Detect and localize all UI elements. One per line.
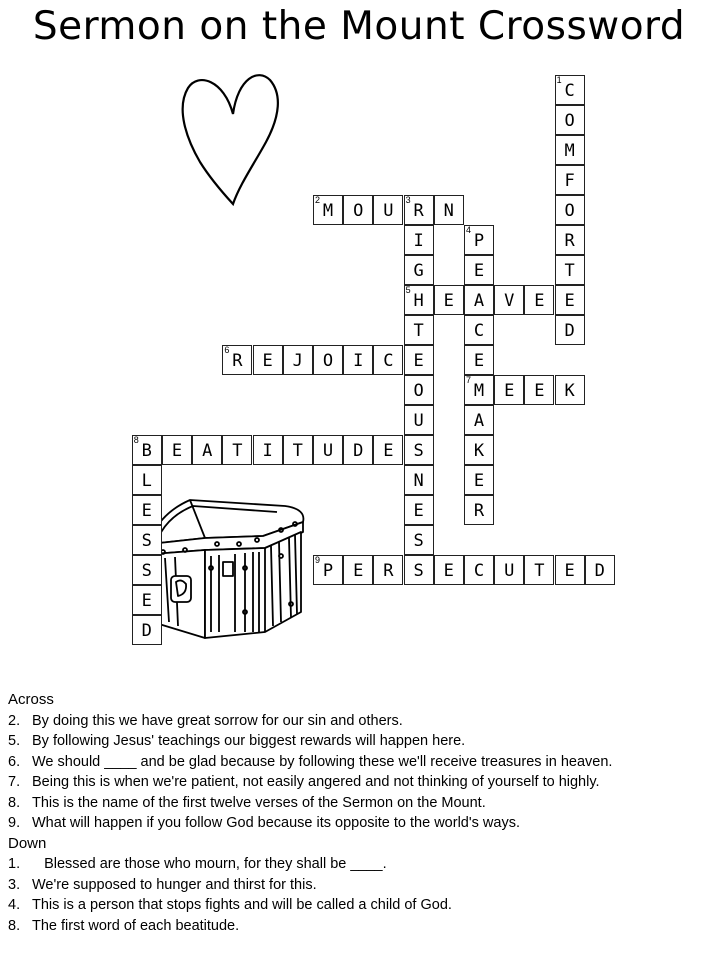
grid-cell[interactable] [434,195,464,225]
grid-cell[interactable] [555,315,585,345]
cell-letter: S [413,441,424,461]
cell-letter: E [353,561,364,581]
grid-cell[interactable] [404,435,434,465]
cell-letter: E [413,501,424,521]
cell-letter: C [473,561,485,581]
grid-cell[interactable] [585,555,615,585]
cell-letter: O [564,111,575,131]
down-clue: 4. This is a person that stops fights and will be called a child of God. [8,897,452,913]
grid-cell[interactable] [373,195,403,225]
grid-cell[interactable] [253,435,283,465]
grid-cell[interactable] [313,345,343,375]
cell-letter: E [262,351,273,371]
cell-letter: I [413,231,424,251]
cell-letter: E [564,561,575,581]
down-clue-list [8,854,612,936]
clue-number: 1 [556,75,562,85]
grid-cell[interactable] [464,495,494,525]
cell-letter: K [473,441,485,461]
grid-cell[interactable] [373,345,403,375]
cell-letter: T [292,441,303,461]
grid-cell[interactable] [404,315,434,345]
grid-cell[interactable] [464,255,494,285]
grid-cell[interactable] [555,255,585,285]
across-clue-list [8,711,612,834]
cell-letter: T [413,321,424,341]
grid-cell[interactable] [555,375,585,405]
grid-cell[interactable] [464,285,494,315]
across-clue: 5. By following Jesus' teachings our biggest rewards will happen here. [8,733,466,749]
grid-cell[interactable] [132,465,162,495]
grid-cell[interactable] [132,555,162,585]
grid-cell[interactable] [434,555,464,585]
cell-letter: E [413,351,424,371]
grid-cell[interactable] [464,405,494,435]
cell-letter: N [443,201,454,221]
clue-number: 6 [224,345,230,355]
grid-cell[interactable] [464,225,494,255]
cell-letter: L [141,471,152,491]
clue-number: 4 [466,225,472,235]
grid-cell[interactable] [555,105,585,135]
cell-letter: T [564,261,575,281]
across-clue: 8. This is the name of the first twelve verses of the Sermon on the Mount. [8,794,486,811]
cell-letter: O [322,351,334,371]
down-clue: 8. The first word of each beatitude. [8,917,240,934]
cell-letter: S [413,531,424,551]
cell-letter: E [473,351,485,371]
cell-letter: M [473,381,485,401]
cell-letter: S [141,561,152,581]
grid-cell[interactable] [373,555,403,585]
grid-cell[interactable] [524,555,554,585]
grid-cell[interactable] [555,165,585,195]
cell-letter: E [141,591,152,611]
cell-letter: R [564,231,575,251]
clue-number: 5 [405,285,411,295]
cell-letter: E [504,381,515,401]
down-clue: 1. Blessed are those who mourn, for they shall be ____. [8,856,387,872]
grid-cell[interactable] [132,615,162,645]
cell-letter: P [473,231,485,251]
cell-letter: D [141,621,152,641]
clue-number: 8 [133,435,139,445]
grid-cell[interactable] [555,195,585,225]
cell-letter: N [413,471,424,491]
grid-cell[interactable] [343,345,373,375]
grid-cell[interactable] [555,75,585,105]
grid-cell[interactable] [404,555,434,585]
cell-letter: P [322,561,334,581]
cell-letter: R [383,561,394,581]
grid-cell[interactable] [464,345,494,375]
across-clue: 9. What will happen if you follow God because its opposite to the world's ways. [8,815,520,831]
clue-number: 7 [466,375,472,385]
grid-cell[interactable] [524,375,554,405]
cell-letter: C [564,81,575,101]
grid-cell[interactable] [404,495,434,525]
grid-cell[interactable] [464,435,494,465]
cell-letter: J [292,351,303,371]
grid-cell[interactable] [373,435,403,465]
cell-letter: R [232,351,243,371]
cell-letter: S [141,531,152,551]
grid-cell[interactable] [132,495,162,525]
cell-letter: V [504,291,515,311]
cell-letter: I [262,441,273,461]
grid-cell[interactable] [343,195,373,225]
grid-cell[interactable] [555,285,585,315]
cell-letter: E [141,501,152,521]
cell-letter: A [473,411,485,431]
grid-cell[interactable] [494,375,524,405]
cell-letter: D [594,561,605,581]
clue-number: 3 [405,195,411,205]
grid-cell[interactable] [404,375,434,405]
cell-letter: E [383,441,394,461]
cell-letter: U [383,201,394,221]
cell-letter: E [534,291,545,311]
cell-letter: E [534,381,545,401]
grid-cell[interactable] [464,555,494,585]
grid-cell[interactable] [313,435,343,465]
grid-cell[interactable] [494,555,524,585]
grid-cell[interactable] [132,525,162,555]
grid-cell[interactable] [222,435,252,465]
grid-cell[interactable] [404,195,434,225]
cell-letter: T [534,561,545,581]
cell-letter: O [564,201,575,221]
clues-section [8,690,612,936]
cell-letter: B [141,441,152,461]
cell-letter: M [564,141,575,161]
grid-cell[interactable] [283,345,313,375]
cell-letter: R [413,201,424,221]
cell-letter: E [443,291,454,311]
grid-cell[interactable] [222,345,252,375]
down-clue: 3. We're supposed to hunger and thirst for this. [8,876,317,893]
cell-letter: K [564,381,575,401]
cell-letter: C [383,351,394,371]
across-clue: 2. By doing this we have great sorrow for our sin and others. [8,712,403,729]
cell-letter: E [473,261,485,281]
cell-letter: H [413,291,424,311]
cell-letter: A [473,291,485,311]
cell-letter: G [413,261,424,281]
clue-number: 9 [315,555,321,565]
grid-cell[interactable] [464,315,494,345]
grid-cell[interactable] [404,285,434,315]
cell-letter: F [564,171,575,191]
cell-letter: E [564,291,575,311]
cell-letter: U [322,441,334,461]
across-clue: 7. Being this is when we're patient, not easily angered and not thinking of yourself to highly. [8,774,600,790]
cell-letter: U [504,561,515,581]
grid-cell[interactable] [404,225,434,255]
cell-letter: M [322,201,334,221]
grid-cell[interactable] [464,375,494,405]
cell-letter: A [202,441,213,461]
grid-cell[interactable] [404,465,434,495]
grid-cell[interactable] [404,345,434,375]
cell-letter: R [473,501,485,521]
cell-letter: E [443,561,454,581]
cell-letter: T [232,441,243,461]
cell-letter: D [564,321,575,341]
cell-letter: C [473,321,485,341]
cell-letter: I [353,351,364,371]
grid-cell[interactable] [343,555,373,585]
clue-number: 2 [315,195,321,205]
grid-cell[interactable] [343,435,373,465]
grid-cell[interactable] [464,465,494,495]
grid-cell[interactable] [192,435,222,465]
grid-cell[interactable] [132,585,162,615]
cell-letter: O [413,381,424,401]
grid-cell[interactable] [283,435,313,465]
cell-letter: E [171,441,183,461]
cell-letter: D [353,441,364,461]
cell-letter: O [353,201,364,221]
treasure-chest-icon [145,492,313,642]
grid-cell[interactable] [555,135,585,165]
grid-cell[interactable] [404,255,434,285]
down-heading: Down [8,834,47,852]
grid-cell[interactable] [253,345,283,375]
page-title: Sermon on the Mount Crossword [32,4,686,49]
grid-cell[interactable] [524,285,554,315]
grid-cell[interactable] [555,225,585,255]
heart-icon [178,66,282,208]
cell-letter: S [413,561,424,581]
cell-letter: E [473,471,485,491]
cell-letter: U [413,411,424,431]
grid-cell[interactable] [313,555,343,585]
across-heading: Across [8,691,54,708]
grid-cell[interactable] [555,555,585,585]
grid-cell[interactable] [404,525,434,555]
grid-cell[interactable] [404,405,434,435]
grid-cell[interactable] [434,285,464,315]
grid-cell[interactable] [162,435,192,465]
grid-cell[interactable] [494,285,524,315]
grid-cell[interactable] [313,195,343,225]
across-clue: 6. We should ____ and be glad because by following these we'll receive treasures in heaven. [8,753,613,770]
grid-cell[interactable] [132,435,162,465]
